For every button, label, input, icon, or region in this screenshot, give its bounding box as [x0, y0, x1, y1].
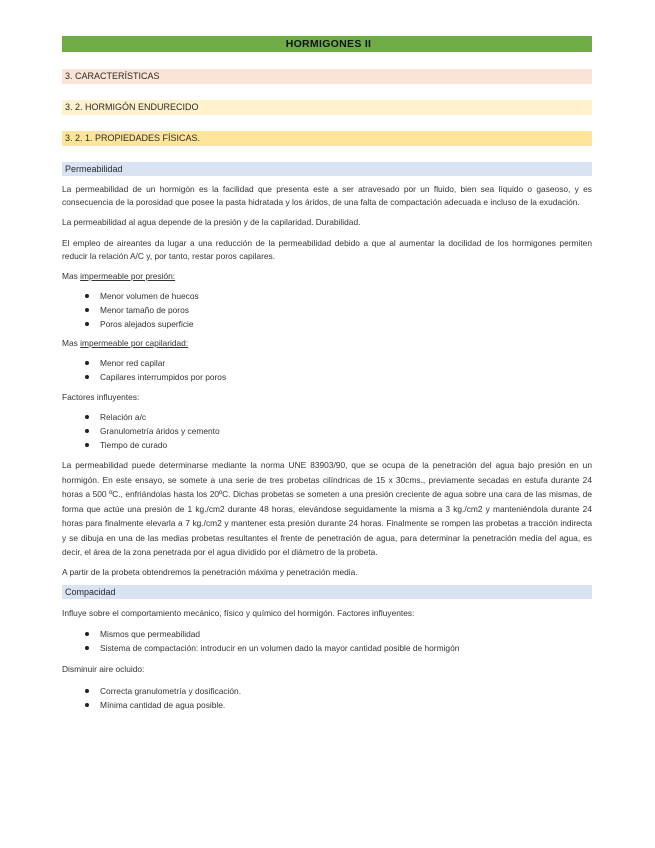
list-item: Relación a/c: [62, 410, 592, 424]
paragraph: El empleo de aireantes da lugar a una reducción de la permeabilidad debido a que al aumentar la docilidad de los hormigones permiten reducir la relación A/C y, por tanto, restar poros capilares.: [62, 238, 592, 261]
list-item: Capilares interrumpidos por poros: [62, 370, 592, 384]
label-prefix: Mas: [62, 338, 81, 348]
paragraph: A partir de la probeta obtendremos la penetración máxima y penetración media.: [62, 566, 358, 577]
bullet-list-presion: [62, 289, 592, 331]
list-item: Correcta granulometría y dosificación.: [62, 684, 592, 698]
subheading-permeabilidad: Permeabilidad: [62, 162, 592, 176]
label-prefix: Mas: [62, 271, 81, 281]
subheading-compacidad: Compacidad: [62, 585, 592, 599]
paragraph: Influye sobre el comportamiento mecánico, físico y químico del hormigón. Factores influyentes:: [62, 607, 415, 618]
document-title: HORMIGONES II: [62, 36, 592, 52]
section-heading-3-2-1: 3. 2. 1. PROPIEDADES FÍSICAS.: [62, 131, 592, 146]
label-underlined: impermeable por capilaridad:: [80, 338, 189, 348]
list-item: Mismos que permeabilidad: [62, 627, 592, 641]
bullet-list-aire: [62, 684, 592, 712]
paragraph: Disminuir aire ocluido:: [62, 663, 145, 674]
bullet-list-factores: [62, 410, 592, 452]
list-item: Menor tamaño de poros: [62, 303, 592, 317]
list-label-presion: [62, 270, 592, 283]
paragraph: La permeabilidad al agua depende de la presión y de la capilaridad. Durabilidad.: [62, 217, 361, 227]
list-item: Poros alejados superficie: [62, 317, 592, 331]
list-label-capilaridad: [62, 337, 592, 350]
list-item: Tiempo de curado: [62, 438, 592, 452]
list-item: Menor red capilar: [62, 356, 592, 370]
list-item: Sistema de compactación: introducir en un volumen dado la mayor cantidad posible de hormigón: [62, 641, 592, 655]
list-label-factores: Factores influyentes:: [62, 392, 140, 402]
list-item: Granulometría áridos y cemento: [62, 424, 592, 438]
paragraph-norma: La permeabilidad puede determinarse mediante la norma UNE 83903/90, que se ocupa de la penetración del agua bajo presión en un hormigón. En este ensayo, se somete a una serie de tres probetas cilíndricas de 15 x 30cms., previamente secadas en estufa durante 24 horas a 500 ºC., enfriándolas hasta los 20ºC. Dichas probetas se someten a una presión creciente de agua sobre una cara de las mismas, de forma que actúe una presión de 1 kg./cm2 durante 48 horas, elevándose seguidamente la misma a 3 kg./cm2 y manteniéndola durante 24 horas para finalmente elevarla a 7 kg./cm2 y mantener esta presión durante 24 horas. Finalmente se rompen las probetas a tracción indirecta y se dibuja en una de las medias probetas resultantes el frente de penetración de agua, para determinar la penetración media del agua, es decir, el área de la zona penetrada por el agua dividido por el diámetro de la probeta.: [62, 460, 592, 557]
bullet-list-capilaridad: [62, 356, 592, 384]
list-item: Menor volumen de huecos: [62, 289, 592, 303]
bullet-list-compacidad: [62, 627, 592, 655]
paragraph: La permeabilidad de un hormigón es la facilidad que presenta este a ser atravesado por un fluido, bien sea líquido o gaseoso, y es consecuencia de la porosidad que posee la pasta hidratada y los áridos, de una falta de compactación adecuada e incluso de la exudación.: [62, 184, 592, 207]
label-underlined: impermeable por presión:: [80, 271, 176, 281]
document-page: [62, 36, 592, 712]
section-heading-3-2: 3. 2. HORMIGÓN ENDURECIDO: [62, 100, 592, 115]
list-item: Mínima cantidad de agua posible.: [62, 698, 592, 712]
section-heading-3: 3. CARACTERÍSTICAS: [62, 69, 592, 84]
